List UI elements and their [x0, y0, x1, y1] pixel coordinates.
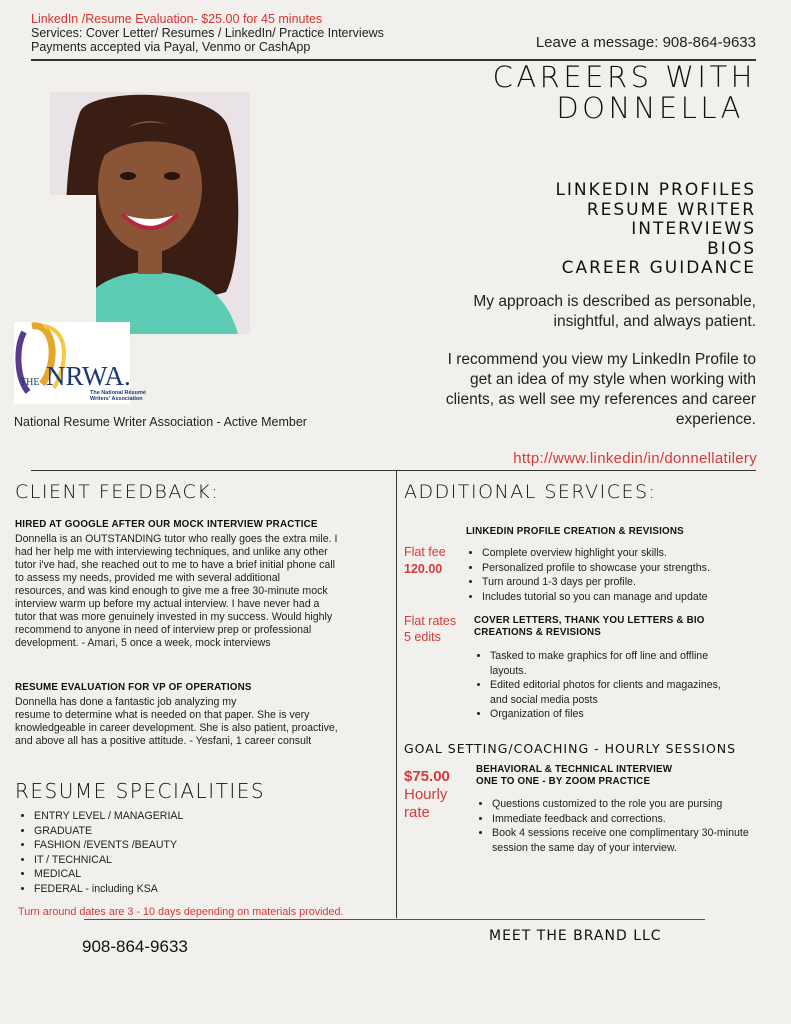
- cover-price: [404, 614, 456, 645]
- coaching-heading: GOAL SETTING/COACHING - HOURLY SESSIONS: [404, 741, 737, 756]
- feedback-line: resume to determine what is needed on that paper. She is very: [15, 709, 310, 721]
- feedback-line: tutor that was more genuinely invested in my success. Would highly: [15, 611, 333, 623]
- feedback-line: resources, and was kind enough to give me a free 30-minute mock: [15, 585, 328, 597]
- coaching-bullet-list: [476, 797, 766, 855]
- cover-bullet: • Edited editorial photos for clients and magazines, and social media posts: [490, 678, 724, 707]
- approach-line: My approach is described as personable,: [473, 293, 756, 310]
- nrwa-the: THE: [20, 377, 40, 388]
- bottom-divider: [84, 919, 705, 920]
- service-item: LINKEDIN PROFILES: [555, 180, 756, 200]
- cover-bullet: • Organization of files: [490, 707, 724, 722]
- cover-title-line: COVER LETTERS, THANK YOU LETTERS & BIO: [474, 615, 705, 626]
- cover-bullet: • Tasked to make graphics for off line and offline layouts.: [490, 649, 724, 678]
- services-line: Services: Cover Letter/ Resumes / LinkedIn/ Practice Interviews: [31, 26, 384, 40]
- nrwa-logo-graphic: [14, 322, 146, 404]
- recommend-line: experience.: [675, 411, 756, 428]
- feedback-line: development. - Amari, 5 once a week, mock interviews: [15, 637, 271, 649]
- pricing-line: LinkedIn /Resume Evaluation- $25.00 for 45 minutes: [31, 12, 323, 26]
- linkedin-bullet: • Turn around 1-3 days per profile.: [482, 575, 766, 590]
- price-label: Flat fee: [404, 545, 446, 559]
- linkedin-service-title: LINKEDIN PROFILE CREATION & REVISIONS: [466, 526, 684, 537]
- service-item: INTERVIEWS: [631, 219, 756, 239]
- feedback-body: [15, 533, 393, 650]
- price-value: 120.00: [404, 562, 443, 576]
- speciality-item: • GRADUATE: [34, 824, 388, 839]
- linkedin-bullet: • Complete overview highlight your skills.: [482, 546, 766, 561]
- service-item: CAREER GUIDANCE: [561, 258, 756, 278]
- price-value: 5 edits: [404, 630, 441, 644]
- title-line-2: DONNELLA: [556, 91, 744, 125]
- approach-text: [380, 292, 756, 332]
- feedback-line: recommend to anyone in need of interview prep or professional: [15, 624, 312, 636]
- specialities-bullets: [18, 809, 388, 896]
- coaching-title: [476, 764, 672, 788]
- footer-phone: 908-864-9633: [82, 937, 188, 956]
- nrwa-logo: [14, 322, 146, 404]
- coaching-title-line: ONE TO ONE - BY ZOOM PRACTICE: [476, 776, 651, 787]
- feedback-line: and above all has a positive attitude. - Yesfani, 1 career consult: [15, 735, 312, 747]
- feedback-item-2: [15, 682, 393, 748]
- service-item: BIOS: [707, 238, 756, 259]
- cover-title-line: CREATIONS & REVISIONS: [474, 627, 602, 638]
- service-item: RESUME WRITER: [586, 199, 756, 220]
- nrwa-sub2: Writers' Association: [90, 396, 143, 402]
- feedback-line: knowledgeable in career development. She is also patient, proactive,: [15, 722, 338, 734]
- recommend-line: I recommend you view my LinkedIn Profile to: [447, 351, 756, 368]
- additional-services-heading: ADDITIONAL SERVICES:: [404, 481, 657, 503]
- linkedin-link[interactable]: http://www.linkedin/in/donnellatilery: [513, 450, 757, 467]
- feedback-line: tutor i've had, she reached out to me to have a brief initial phone call: [15, 559, 336, 571]
- specialities-list: [18, 809, 388, 896]
- mid-divider: [31, 470, 756, 471]
- column-divider: [396, 470, 397, 918]
- client-feedback-heading: CLIENT FEEDBACK:: [15, 481, 220, 503]
- linkedin-price: [404, 545, 446, 577]
- speciality-item: • FEDERAL - including KSA: [34, 882, 388, 897]
- speciality-item: • FASHION /EVENTS /BEAUTY: [34, 838, 388, 853]
- nrwa-wordmark: NRWA.: [46, 361, 131, 391]
- price-label: Flat rates: [404, 614, 457, 628]
- feedback-line: Donnella is an OUTSTANDING tutor who really goes the extra mile. I: [15, 533, 338, 545]
- cover-bullets: [474, 649, 724, 722]
- speciality-item: • MEDICAL: [34, 867, 388, 882]
- speciality-item: • ENTRY LEVEL / MANAGERIAL: [34, 809, 388, 824]
- coaching-bullet: • Questions customized to the role you are pursing: [492, 797, 766, 812]
- feedback-subtitle: RESUME EVALUATION FOR VP OF OPERATIONS: [15, 682, 252, 693]
- speciality-item: • IT / TECHNICAL: [34, 853, 388, 868]
- cover-service-title: [474, 615, 705, 639]
- feedback-subtitle: HIRED AT GOOGLE AFTER OUR MOCK INTERVIEW PRACTICE: [15, 519, 318, 530]
- payments-line: Payments accepted via Payal, Venmo or CashApp: [31, 40, 311, 54]
- recommend-line: get an idea of my style when working with: [469, 371, 756, 388]
- feedback-line: Donnella has done a fantastic job analyzing my: [15, 696, 237, 708]
- price-label: rate: [404, 804, 430, 821]
- linkedin-bullet: • Personalized profile to showcase your strengths.: [482, 561, 766, 576]
- feedback-body: [15, 696, 393, 748]
- services-list: [420, 181, 756, 279]
- recommend-text: [380, 350, 756, 430]
- approach-line: insightful, and always patient.: [553, 313, 756, 330]
- feedback-item-1: [15, 519, 393, 650]
- photo-corner-mask: [30, 195, 96, 325]
- feedback-line: interview warm up before my actual interview. I have never had a: [15, 598, 320, 610]
- feedback-line: to assess my needs, provided me with several additional: [15, 572, 280, 584]
- linkedin-bullet-list: [466, 546, 766, 604]
- page-title: [420, 62, 756, 124]
- turnaround-note: Turn around dates are 3 - 10 days depending on materials provided.: [18, 906, 344, 918]
- coaching-price: [404, 768, 450, 822]
- leave-message: Leave a message: 908-864-9633: [535, 34, 756, 51]
- nrwa-sub1: The National Résumé: [90, 390, 146, 396]
- coaching-title-line: BEHAVIORAL & TECHNICAL INTERVIEW: [476, 764, 673, 775]
- resume-specialities-heading: RESUME SPECIALITIES: [15, 779, 266, 803]
- coaching-bullet: • Book 4 sessions receive one complimentary 30-minute session the same day of your interview.: [492, 826, 766, 855]
- cover-bullet-list: [474, 649, 724, 722]
- top-info: [31, 12, 384, 54]
- linkedin-bullets: [466, 546, 766, 604]
- linkedin-bullet: • Includes tutorial so you can manage and update: [482, 590, 766, 605]
- price-label: Hourly: [404, 786, 448, 803]
- price-value: $75.00: [404, 768, 450, 785]
- recommend-line: clients, as well see my references and career: [445, 391, 756, 408]
- footer-brand: MEET THE BRAND LLC: [489, 928, 662, 944]
- nrwa-caption: National Resume Writer Association - Active Member: [14, 415, 307, 429]
- coaching-bullets: [476, 797, 766, 855]
- feedback-line: had her help me with interviewing techniques, and unlike any other: [15, 546, 328, 558]
- coaching-bullet: • Immediate feedback and corrections.: [492, 812, 766, 827]
- title-line-1: CAREERS WITH: [492, 60, 756, 94]
